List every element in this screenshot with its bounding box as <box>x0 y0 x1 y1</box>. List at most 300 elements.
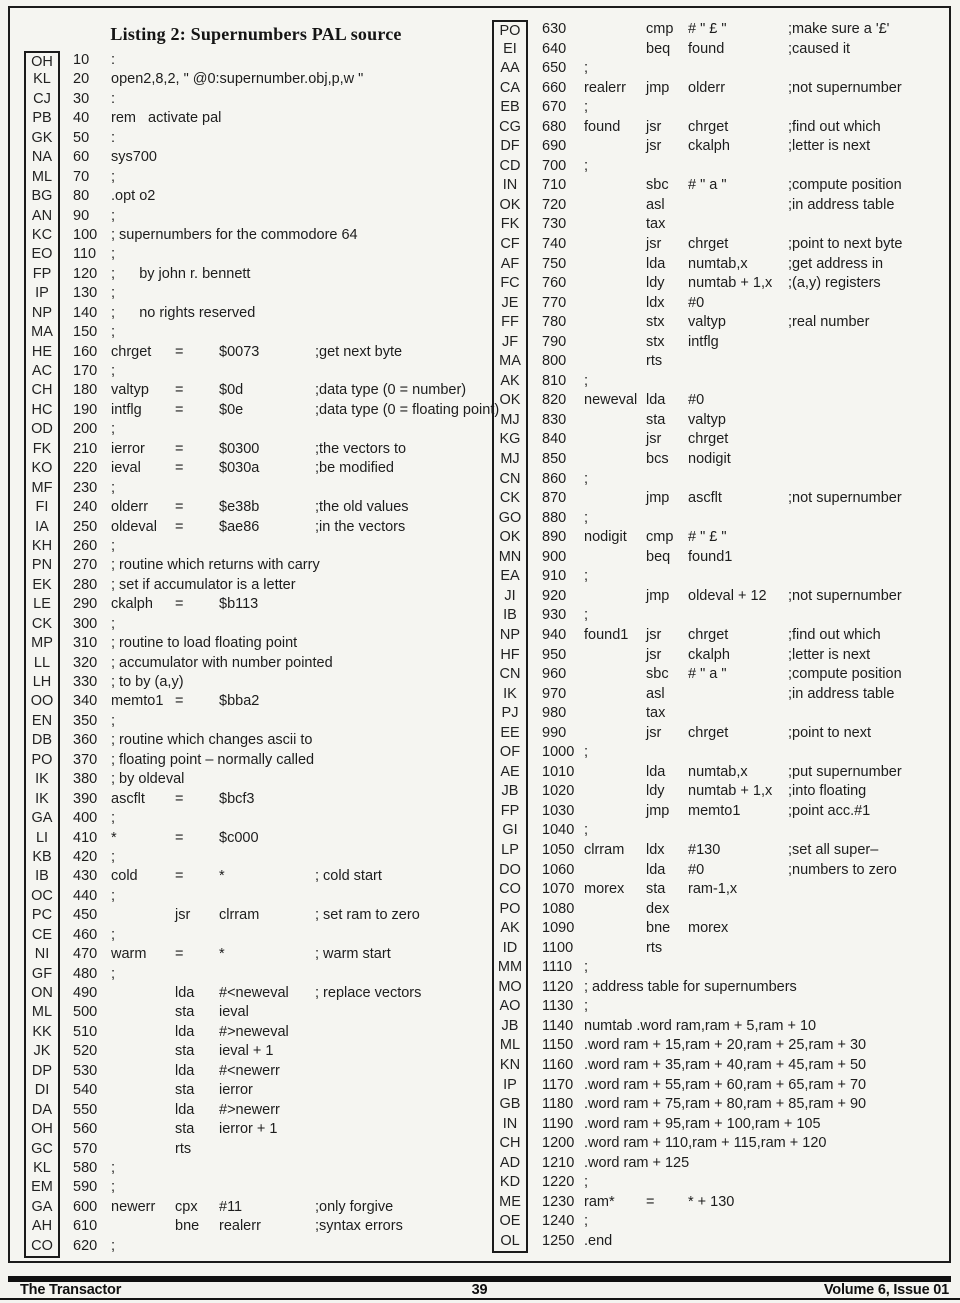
checksum-gap <box>528 880 542 900</box>
listing-line <box>492 79 948 99</box>
listing-line <box>24 576 488 595</box>
opcode <box>175 965 219 984</box>
comment <box>788 919 948 939</box>
checksum-gap <box>60 440 73 459</box>
checksum-code: GF <box>24 965 60 984</box>
listing-line <box>492 919 948 939</box>
opcode <box>175 926 219 945</box>
line-label <box>111 1042 175 1061</box>
checksum-code: GO <box>492 509 528 529</box>
checksum-gap <box>60 926 73 945</box>
checksum-gap <box>60 226 73 245</box>
checksum-gap <box>528 1095 542 1115</box>
comment <box>315 712 488 731</box>
line-label: ; <box>111 848 116 865</box>
listing-line <box>24 284 488 303</box>
opcode: = <box>175 401 184 418</box>
line-label: .word ram + 35,ram + 40,ram + 45,ram + 50 <box>584 1056 867 1073</box>
checksum-code: KD <box>492 1173 528 1193</box>
line-number: 380 <box>73 771 98 788</box>
checksum-code: FP <box>492 802 528 822</box>
opcode: jmp <box>646 79 670 96</box>
operand <box>219 245 315 264</box>
checksum-code: GI <box>492 821 528 841</box>
opcode <box>175 1178 219 1197</box>
line-label: clrram <box>584 841 625 858</box>
opcode <box>175 809 219 828</box>
checksum-code: OH <box>24 51 60 72</box>
checksum-gap <box>528 587 542 607</box>
listing-line <box>492 255 948 275</box>
checksum-code: MJ <box>492 450 528 470</box>
line-label: ; <box>111 168 116 185</box>
checksum-code: LL <box>24 654 60 673</box>
checksum-code: CO <box>24 1237 60 1258</box>
listing-line <box>492 1193 948 1213</box>
line-number: 960 <box>542 666 567 683</box>
line-label: nodigit <box>584 529 627 546</box>
operand <box>219 731 315 750</box>
line-label <box>584 215 646 235</box>
line-number: 830 <box>542 411 567 428</box>
line-number: 1060 <box>542 861 575 878</box>
line-label: ; <box>111 1237 116 1254</box>
operand: valtyp <box>688 314 726 331</box>
checksum-code: ON <box>24 984 60 1003</box>
operand <box>688 743 788 763</box>
comment: ; replace vectors <box>315 985 422 1001</box>
line-label <box>111 906 175 925</box>
operand: ascflt <box>688 490 722 507</box>
opcode: jsr <box>646 138 662 155</box>
operand <box>688 567 788 587</box>
listing-line <box>492 528 948 548</box>
comment <box>788 1193 948 1213</box>
comment <box>788 939 948 959</box>
operand <box>688 606 788 626</box>
comment <box>315 51 488 72</box>
operand <box>688 157 788 177</box>
listing-line <box>24 1062 488 1081</box>
opcode: jmp <box>646 587 670 604</box>
comment <box>315 887 488 906</box>
line-label <box>584 900 646 920</box>
line-label: ; <box>111 615 116 632</box>
line-label: ; <box>584 568 589 585</box>
listing-line <box>492 1076 948 1096</box>
checksum-gap <box>60 90 73 109</box>
operand <box>219 654 315 673</box>
line-number: 510 <box>73 1023 98 1040</box>
opcode: lda <box>646 763 666 780</box>
listing-line <box>24 1159 488 1178</box>
checksum-code: KK <box>24 1023 60 1042</box>
operand <box>688 821 788 841</box>
line-label <box>111 984 175 1003</box>
comment <box>788 567 948 587</box>
opcode: sbc <box>646 177 669 194</box>
checksum-code: MM <box>492 958 528 978</box>
line-label: ; <box>111 246 116 263</box>
operand: # " £ " <box>688 529 727 546</box>
listing-line <box>492 704 948 724</box>
listing-line <box>24 51 488 70</box>
line-label: ; <box>111 363 116 379</box>
checksum-gap <box>528 255 542 275</box>
checksum-gap <box>528 704 542 724</box>
checksum-code: CK <box>24 615 60 634</box>
page-footer <box>8 1282 951 1297</box>
line-label <box>584 274 646 294</box>
line-number: 1130 <box>542 998 574 1015</box>
opcode <box>175 187 219 206</box>
line-number: 170 <box>73 363 98 379</box>
listing-line <box>492 118 948 138</box>
line-label <box>111 1120 175 1139</box>
checksum-gap <box>528 861 542 881</box>
line-number: 1010 <box>542 763 575 780</box>
checksum-code: GA <box>24 1198 60 1217</box>
comment <box>315 770 488 789</box>
comment <box>315 1140 488 1159</box>
listing-line <box>492 1232 948 1252</box>
comment <box>315 207 488 226</box>
operand: morex <box>688 920 729 937</box>
checksum-gap <box>60 51 73 72</box>
checksum-code: IK <box>24 770 60 789</box>
operand: * <box>219 868 225 885</box>
operand: memto1 <box>688 802 741 819</box>
comment <box>788 98 948 118</box>
opcode <box>646 606 688 626</box>
line-number: 650 <box>542 60 567 77</box>
line-label <box>584 294 646 314</box>
checksum-code: CK <box>492 489 528 509</box>
checksum-code: KN <box>492 1056 528 1076</box>
checksum-code: EN <box>24 712 60 731</box>
line-number: 900 <box>542 548 567 565</box>
operand: $0073 <box>219 343 260 360</box>
line-number: 200 <box>73 421 98 438</box>
comment <box>315 245 488 264</box>
checksum-code: DA <box>24 1101 60 1120</box>
listing-line <box>24 90 488 109</box>
line-label <box>111 1081 175 1100</box>
checksum-gap <box>60 1120 73 1139</box>
listing-line <box>24 984 488 1003</box>
line-number: 340 <box>73 693 98 710</box>
line-number: 540 <box>73 1082 98 1099</box>
checksum-code: CN <box>492 665 528 685</box>
comment <box>788 215 948 235</box>
opcode: ldx <box>646 841 665 858</box>
listing-line <box>24 712 488 731</box>
checksum-gap <box>60 692 73 711</box>
operand <box>219 148 315 167</box>
comment <box>788 1115 948 1135</box>
line-label: ; <box>111 285 116 302</box>
line-number: 700 <box>542 157 567 174</box>
comment <box>788 606 948 626</box>
opcode: jsr <box>646 431 662 448</box>
line-label: ; <box>584 470 589 487</box>
operand <box>219 556 315 575</box>
checksum-gap <box>528 919 542 939</box>
comment <box>315 537 488 556</box>
checksum-code: NP <box>24 304 60 323</box>
operand <box>219 207 315 226</box>
line-number: 100 <box>73 226 98 243</box>
opcode <box>175 712 219 731</box>
operand: ierror + 1 <box>219 1121 278 1138</box>
listing-line <box>24 207 488 226</box>
listing-column-right <box>492 20 948 1251</box>
listing-line <box>492 1134 948 1154</box>
checksum-gap <box>528 1232 542 1254</box>
checksum-gap <box>60 809 73 828</box>
comment: ;set all super– <box>788 841 879 858</box>
comment <box>788 821 948 841</box>
operand <box>219 965 315 984</box>
line-number: 440 <box>73 887 98 904</box>
line-label <box>584 724 646 744</box>
checksum-code: JE <box>492 294 528 314</box>
operand <box>219 479 315 498</box>
opcode: bne <box>175 1218 200 1235</box>
operand <box>219 168 315 187</box>
opcode: jsr <box>646 626 662 643</box>
opcode: bne <box>646 920 671 937</box>
listing-line <box>492 59 948 79</box>
operand: # " a " <box>688 177 727 194</box>
comment: ;data type (0 = floating point) <box>315 401 500 418</box>
line-label: ; <box>111 324 116 341</box>
checksum-gap <box>528 1193 542 1213</box>
line-number: 770 <box>542 294 567 311</box>
line-number: 120 <box>73 265 98 282</box>
operand: ieval + 1 <box>219 1043 274 1060</box>
checksum-code: ME <box>492 1193 528 1213</box>
line-label: ieval <box>111 460 141 477</box>
checksum-code: BG <box>24 187 60 206</box>
operand: found1 <box>688 548 733 565</box>
line-number: 530 <box>73 1062 98 1079</box>
line-number: 730 <box>542 216 567 233</box>
operand <box>688 1154 788 1174</box>
operand <box>219 109 315 128</box>
listing-line <box>492 880 948 900</box>
checksum-gap <box>528 20 542 42</box>
line-number: 930 <box>542 607 567 624</box>
checksum-code: OK <box>492 196 528 216</box>
opcode: cpx <box>175 1198 198 1215</box>
line-label: ; routine which changes ascii to <box>111 732 313 749</box>
checksum-gap <box>60 323 73 342</box>
checksum-gap <box>528 821 542 841</box>
operand <box>219 226 315 245</box>
line-number: 800 <box>542 353 567 370</box>
comment: ;get address in <box>788 255 884 272</box>
opcode: ldy <box>646 275 665 292</box>
line-label <box>111 1101 175 1120</box>
comment: ;letter is next <box>788 646 871 663</box>
operand: oldeval + 12 <box>688 587 767 604</box>
opcode: jsr <box>646 724 662 741</box>
opcode <box>646 1115 688 1135</box>
line-number: 1220 <box>542 1174 575 1191</box>
checksum-gap <box>528 1076 542 1096</box>
checksum-code: AK <box>492 919 528 939</box>
listing-line <box>24 498 488 517</box>
listing-line <box>492 665 948 685</box>
opcode <box>646 743 688 763</box>
line-label: ; <box>584 744 589 761</box>
line-number: 870 <box>542 490 567 507</box>
line-number: 710 <box>542 177 567 194</box>
line-label: .word ram + 55,ram + 60,ram + 65,ram + 70 <box>584 1076 867 1093</box>
checksum-code: FI <box>24 498 60 517</box>
listing-line <box>492 997 948 1017</box>
checksum-code: IB <box>24 867 60 886</box>
checksum-code: AH <box>24 1217 60 1236</box>
checksum-gap <box>60 148 73 167</box>
comment <box>315 70 488 89</box>
opcode <box>175 770 219 789</box>
listing-title: Listing 2: Supernumbers PAL source <box>110 24 402 44</box>
comment <box>315 673 488 692</box>
checksum-code: EB <box>492 98 528 118</box>
checksum-code: JB <box>492 1017 528 1037</box>
checksum-gap <box>528 841 542 861</box>
line-number: 250 <box>73 518 98 535</box>
operand <box>219 634 315 653</box>
operand: #<neweval <box>219 985 289 1001</box>
line-number: 570 <box>73 1140 98 1157</box>
operand: olderr <box>688 79 726 96</box>
checksum-gap <box>60 654 73 673</box>
listing-line <box>492 20 948 40</box>
footer-page-number: 39 <box>471 1282 488 1298</box>
checksum-gap <box>60 1159 73 1178</box>
opcode: lda <box>646 255 666 272</box>
checksum-gap <box>528 606 542 626</box>
checksum-gap <box>528 646 542 666</box>
checksum-gap <box>60 479 73 498</box>
checksum-gap <box>528 958 542 978</box>
checksum-code: EE <box>492 724 528 744</box>
comment <box>315 1178 488 1197</box>
operand <box>688 352 788 372</box>
line-number: 1020 <box>542 783 575 800</box>
line-label: intflg <box>111 401 142 418</box>
checksum-code: DB <box>24 731 60 750</box>
checksum-code: AO <box>492 997 528 1017</box>
line-number: 880 <box>542 509 567 526</box>
opcode: = <box>175 518 184 535</box>
line-number: 1110 <box>542 959 573 976</box>
line-label: ; to by (a,y) <box>111 674 184 690</box>
checksum-code: IN <box>492 1115 528 1135</box>
opcode <box>175 615 219 634</box>
checksum-code: CH <box>24 381 60 400</box>
opcode <box>646 567 688 587</box>
listing-line <box>24 887 488 906</box>
listing-line <box>24 226 488 245</box>
checksum-gap <box>528 763 542 783</box>
checksum-gap <box>60 1217 73 1236</box>
checksum-code: JK <box>24 1042 60 1061</box>
operand <box>688 1212 788 1232</box>
opcode: cmp <box>646 529 674 546</box>
line-number: 420 <box>73 848 98 865</box>
opcode <box>646 1076 688 1096</box>
comment: ; cold start <box>315 868 382 885</box>
listing-line <box>24 945 488 964</box>
comment <box>315 1042 488 1061</box>
checksum-code: AA <box>492 59 528 79</box>
opcode: sta <box>175 1043 195 1060</box>
operand: $bcf3 <box>219 790 255 807</box>
line-number: 1080 <box>542 900 575 917</box>
comment: ;not supernumber <box>788 587 902 604</box>
comment: ;compute position <box>788 666 902 683</box>
operand <box>688 900 788 920</box>
operand <box>219 1159 315 1178</box>
checksum-code: AD <box>492 1154 528 1174</box>
checksum-gap <box>528 352 542 372</box>
operand <box>688 1076 788 1096</box>
comment <box>788 1017 948 1037</box>
opcode: jmp <box>646 802 670 819</box>
checksum-gap <box>528 528 542 548</box>
listing-rows-right <box>492 20 948 1251</box>
checksum-code: CA <box>492 79 528 99</box>
checksum-code: PO <box>492 20 528 42</box>
comment: ;(a,y) registers <box>788 275 881 292</box>
opcode <box>646 470 688 490</box>
opcode <box>175 420 219 439</box>
opcode <box>175 129 219 148</box>
checksum-code: IP <box>492 1076 528 1096</box>
checksum-code: GB <box>492 1095 528 1115</box>
checksum-code: JF <box>492 333 528 353</box>
operand <box>688 1036 788 1056</box>
operand: $bba2 <box>219 693 260 710</box>
comment: ;in address table <box>788 685 895 702</box>
comment: ;be modified <box>315 460 394 477</box>
line-label: ; by oldeval <box>111 771 185 788</box>
operand: ckalph <box>688 646 730 663</box>
footer-magazine-name: The Transactor <box>20 1282 122 1298</box>
checksum-gap <box>60 284 73 303</box>
checksum-code: CO <box>492 880 528 900</box>
listing-line <box>24 615 488 634</box>
checksum-code: IA <box>24 518 60 537</box>
line-label: ; no rights reserved <box>111 304 256 321</box>
opcode: jsr <box>646 118 662 135</box>
line-label <box>111 1140 175 1159</box>
checksum-gap <box>60 265 73 284</box>
line-label: * <box>111 829 117 846</box>
line-label: ; <box>111 926 116 943</box>
operand <box>688 1095 788 1115</box>
checksum-code: MJ <box>492 411 528 431</box>
line-number: 370 <box>73 751 98 768</box>
line-number: 230 <box>73 479 98 496</box>
line-label: newerr <box>111 1198 156 1215</box>
comment: ; set ram to zero <box>315 907 420 924</box>
line-label: .word ram + 75,ram + 80,ram + 85,ram + 90 <box>584 1096 867 1113</box>
